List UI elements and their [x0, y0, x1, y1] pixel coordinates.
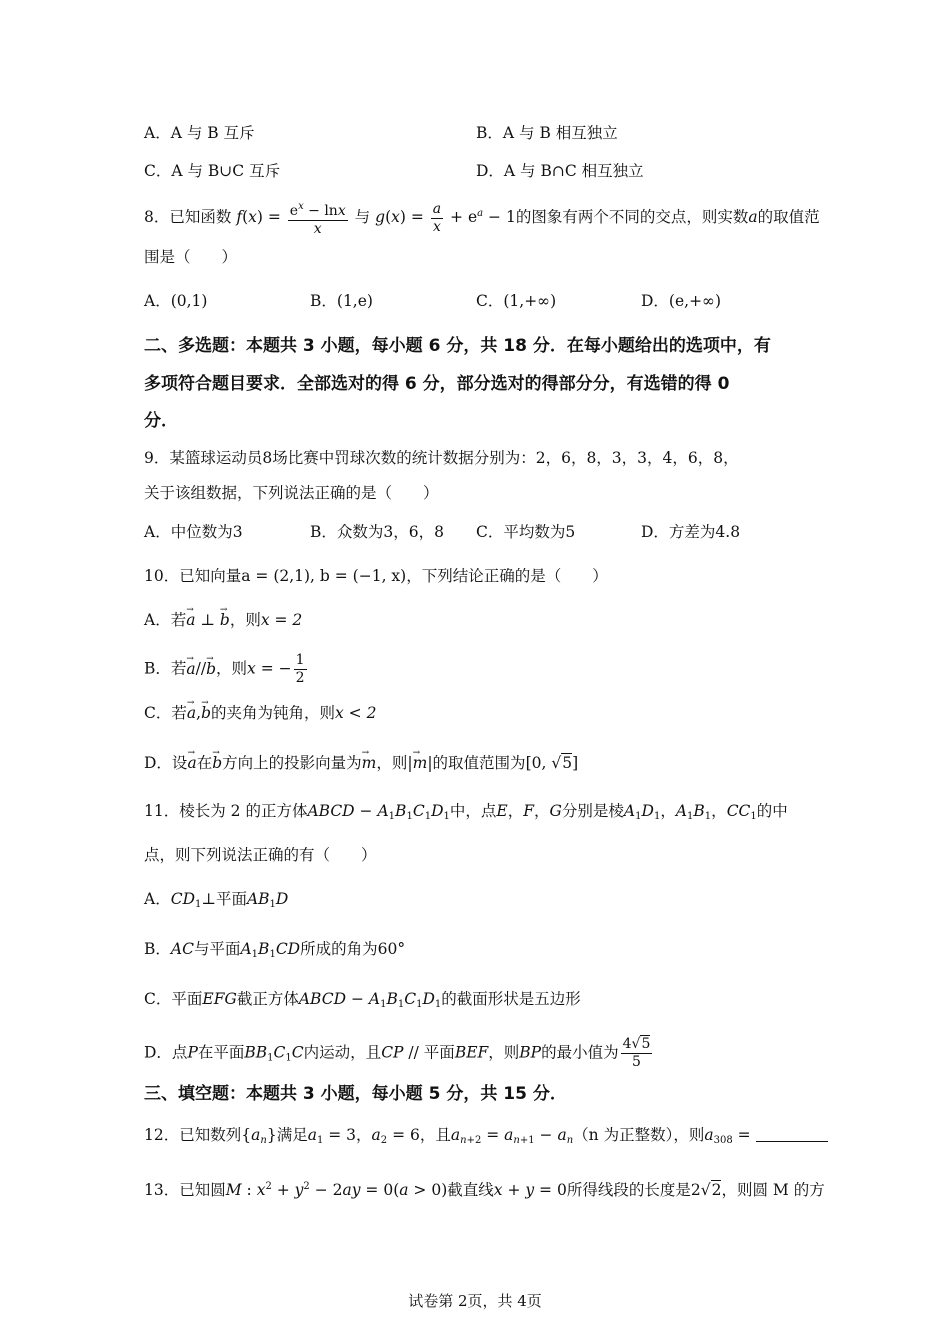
q11-option-b: B．AC与平面$A_1B_1CD$所成的角为60° — [144, 940, 406, 960]
q11-option-c: C．平面EFG截正方体ABCD − $A_1B_1C_1D_1$的截面形状是五边形 — [144, 990, 581, 1010]
q9-option-c: C．平均数为5 — [476, 523, 576, 541]
q11-option-a: A．$CD_1\perp$平面$AB_1D$ — [144, 890, 289, 910]
q7-option-c: C．A 与 B∪C 互斥 — [144, 162, 281, 180]
q11-stem-line1: 11．棱长为 2 的正方体ABCD − $A_1B_1C_1D_1$中，点E，F，G分别是棱$A_1D_1$，$A_1B_1$，$CC_1$的中 — [144, 802, 788, 822]
q12-stem: 12．已知数列$\{a_n\}$满足$a_1 = 3$，$a_2 = 6$，且$a_{n+2} = a_{n+1} - a_n(n$ 为正整数），则$a_{308}$ = — [144, 1124, 828, 1152]
q9-stem-line2: 关于该组数据，下列说法正确的是（ ） — [144, 484, 439, 502]
q8-fraction-g: $\frac{a}{x}$ — [432, 200, 442, 235]
section3-heading: 三、填空题：本题共 3 小题，每小题 5 分，共 15 分． — [144, 1084, 567, 1104]
q7-option-a: A．A 与 B 互斥 — [144, 124, 255, 142]
q8-option-d: D．(e,+∞) — [641, 292, 722, 310]
q10-option-b: B．若→ a//→ b，则x = − $\frac{1}{2}$ — [144, 652, 309, 687]
q12-answer-blank — [756, 1127, 828, 1142]
q13-stem: 13．已知圆M : $x^2 + y^2 - 2ay = 0(a > 0)$截直线x + y = 0所得线段的长度是2√2，则圆 M 的方 — [144, 1181, 825, 1199]
q10-stem: 10．已知向量a = (2,1), b = (−1, x)，下列结论正确的是（ ） — [144, 567, 608, 585]
q8-fraction-f: $\frac{e^x - \ln x}{x}$ — [288, 198, 348, 238]
q11-option-d: D．点P在平面$BB_1C_1C$内运动，且CP // 平面BEF，则BP的最小值为 $\frac{4√5}{5}$ — [144, 1036, 651, 1070]
q8-option-c: C．(1,+∞) — [476, 292, 557, 310]
q10-option-d: D．设→ a在→ b方向上的投影向量为→ m，则|→ m|的取值范围为[0, √5] — [144, 752, 578, 774]
q8-stem-line2: 围是（ ） — [144, 248, 238, 266]
q8-stem: 8．已知函数 f(x) = $\frac{e^x - \ln x}{x}$ 与 g(x) = $\frac{a}{x}$ + $e^a - 1$的图象有两个不同的交点，则实数a的取值范 — [144, 198, 820, 238]
q9-option-a: A．中位数为3 — [144, 523, 243, 541]
q8-option-b: B．(1,e) — [310, 292, 373, 310]
page-footer: 试卷第 2页，共 4页 — [408, 1292, 542, 1310]
q7-option-d: D．A 与 B∩C 相互独立 — [476, 162, 644, 180]
q11-fraction-min: $\frac{4√5}{5}$ — [622, 1036, 651, 1070]
q11-stem-line2: 点，则下列说法正确的有（ ） — [144, 846, 377, 864]
section2-heading-line2: 多项符合题目要求．全部选对的得 6 分，部分选对的得部分分，有选错的得 0 — [144, 374, 730, 394]
q10-option-c: C．若→ a,→ b的夹角为钝角，则x < 2 — [144, 702, 376, 724]
section2-heading-line3: 分． — [144, 411, 178, 431]
section2-heading-line1: 二、多选题：本题共 3 小题，每小题 6 分，共 18 分．在每小题给出的选项中，有 — [144, 336, 771, 356]
q7-option-b: B．A 与 B 相互独立 — [476, 124, 618, 142]
q9-stem-line1: 9．某篮球运动员8场比赛中罚球次数的统计数据分别为：2，6，8，3，3，4，6，8， — [144, 449, 739, 467]
q8-option-a: A．(0,1) — [144, 292, 208, 310]
q10-option-a: A．若→ a ⊥ → b，则x = 2 — [144, 609, 302, 631]
q10-fraction-half: $\frac{1}{2}$ — [295, 652, 305, 686]
q9-option-d: D．方差为4.8 — [641, 523, 741, 541]
q9-option-b: B．众数为3，6，8 — [310, 523, 444, 541]
